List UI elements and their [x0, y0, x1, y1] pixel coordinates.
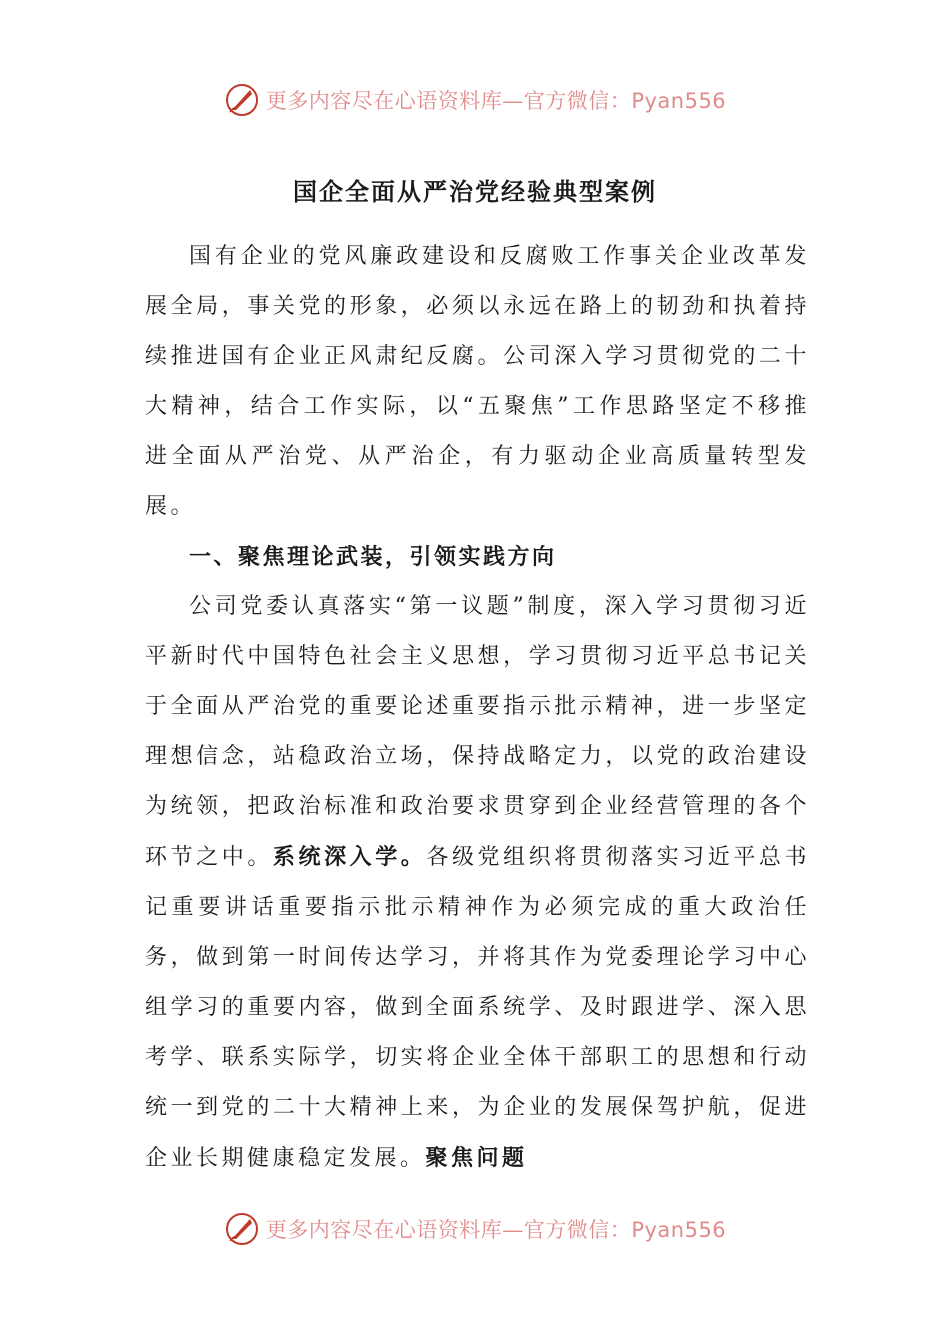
watermark-text: 更多内容尽在心语资料库—官方微信：Pyan556: [265, 89, 727, 113]
quill-logo-icon: [224, 82, 260, 118]
paragraph: 国有企业的党风廉政建设和反腐败工作事关企业改革发展全局，事关党的形象，必须以永远在路上的韧劲和执着持续推进国有企业正风肃纪反腐。公司深入学习贯彻党的二十大精神，结合工作实际，以“五聚焦”工作思路坚定不移推进全面从严治党、从严治企，有力驱动企业高质量转型发展。: [145, 244, 810, 519]
paragraph: 公司党委认真落实“第一议题”制度，深入学习贯彻习近平新时代中国特色社会主义思想，学习贯彻习近平总书记关于全面从严治党的重要论述重要指示批示精神，进一步坚定理想信念，站稳政治立场，保持战略定力，以党的政治建设为统领，把政治标准和政治要求贯穿到企业经营管理的各个环节之中。系统深入学。各级党组织将贯彻落实习近平总书记重要讲话重要指示批示精神作为必须完成的重大政治任务，做到第一时间传达学习，并将其作为党委理论学习中心组学习的重要内容，做到全面系统学、及时跟进学、深入思考学、联系实际学，切实将企业全体干部职工的思想和行动统一到党的二十大精神上来，为企业的发展保驾护航，促进企业长期健康稳定发展。聚焦问题: [145, 594, 810, 1171]
watermark-banner-bottom: [0, 1209, 950, 1249]
watermark-text: 更多内容尽在心语资料库—官方微信：Pyan556: [265, 1218, 727, 1242]
quill-logo-icon: [224, 1211, 260, 1247]
section-heading: 一、聚焦理论武装，引领实践方向: [189, 544, 557, 570]
bold-phrase: 聚焦问题: [425, 1145, 528, 1171]
document-title: 国企全面从严治党经验典型案例: [293, 177, 657, 206]
watermark-banner-top: [0, 80, 950, 120]
bold-phrase: 系统深入学。: [272, 844, 427, 870]
document-body: [145, 232, 810, 1184]
